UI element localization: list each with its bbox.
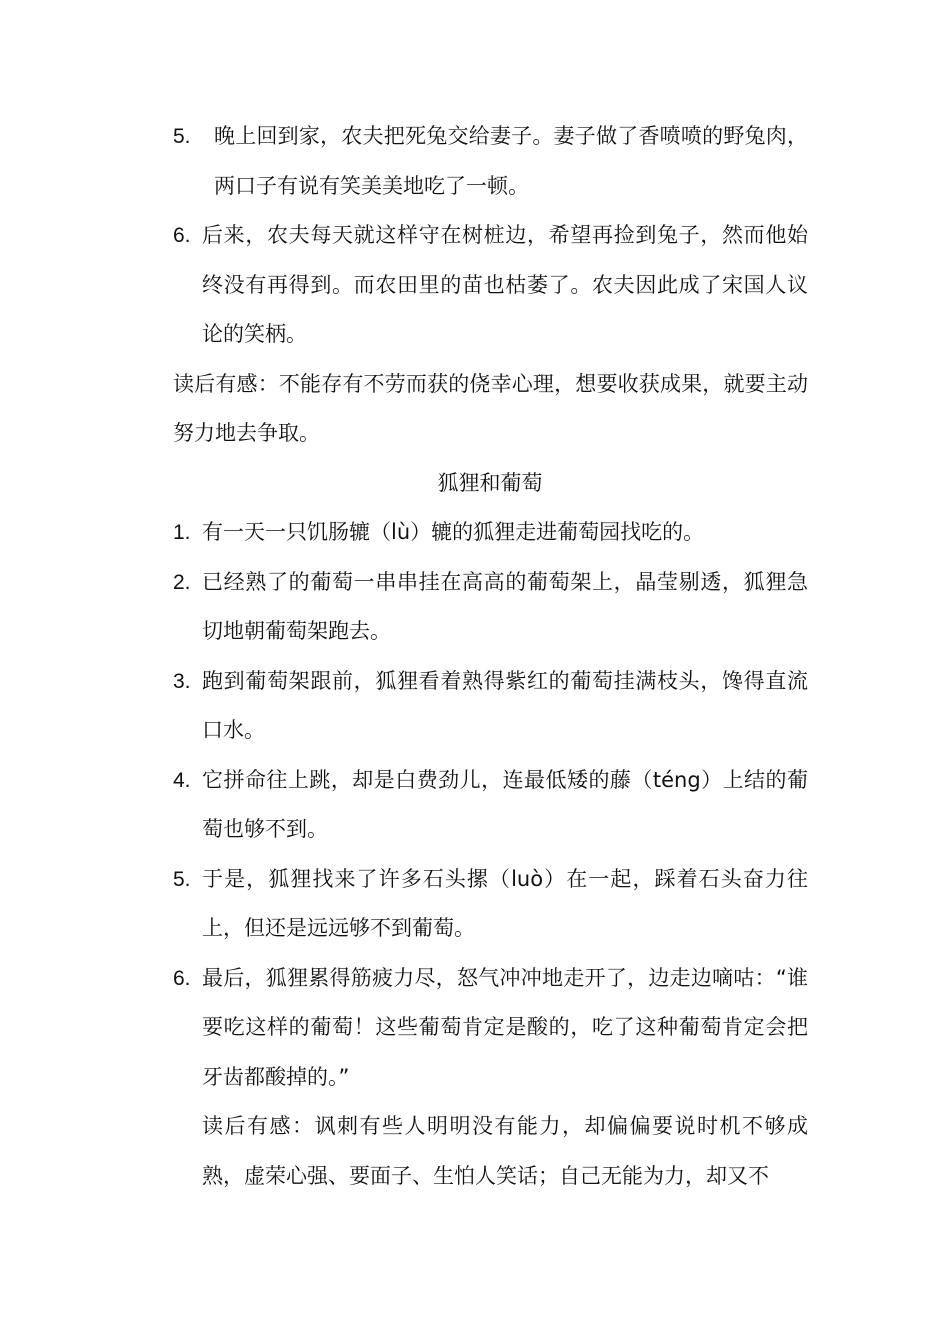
list-item-text: 已经熟了的葡萄一串串挂在高高的葡萄架上，晶莹剔透，狐狸急切地朝葡萄架跑去。 <box>202 569 808 643</box>
list-item <box>0 855 808 954</box>
list-item <box>0 954 808 1103</box>
list-item <box>0 558 808 657</box>
list-item-text: 后来，农夫每天就这样守在树桩边，希望再捡到兔子，然而他始终没有再得到。而农田里的苗也枯萎了。农夫因此成了宋国人议论的笑柄。 <box>202 223 808 346</box>
list-number: 5. <box>173 125 191 148</box>
list-item-text: 有一天一只饥肠辘（lù）辘的狐狸走进葡萄园找吃的。 <box>202 520 705 544</box>
list-number: 4. <box>173 768 191 792</box>
list-item-text: 它拼命往上跳，却是白费劲儿，连最低矮的藤（téng）上结的葡萄也够不到。 <box>202 767 808 841</box>
list-item <box>0 112 808 211</box>
list-item <box>0 657 808 756</box>
list-item-text: 跑到葡萄架跟前，狐狸看着熟得紫红的葡萄挂满枝头，馋得直流口水。 <box>202 668 808 742</box>
list-item-text: 于是，狐狸找来了许多石头摞（luò）在一起，踩着石头奋力往上，但还是远远够不到葡萄。 <box>202 866 808 940</box>
list-number: 2. <box>173 570 191 594</box>
list-item-text: 最后，狐狸累得筋疲力尽，怒气冲冲地走开了，边走边嘀咕：“谁要吃这样的葡萄！这些葡萄肯定是酸的，吃了这种葡萄肯定会把牙齿都酸掉的。” <box>202 965 808 1089</box>
list-number: 6. <box>173 224 191 247</box>
story-title: 狐狸和葡萄 <box>437 470 543 495</box>
list-number: 6. <box>173 966 191 990</box>
document-page <box>0 112 950 1201</box>
list-item <box>0 211 808 360</box>
reflection-paragraph: 读后有感：讽刺有些人明明没有能力，却偏偏要说时机不够成熟，虚荣心强、要面子、生怕人笑话；自己无能为力，却又不 <box>202 1114 808 1188</box>
list-number: 1. <box>173 521 191 544</box>
list-item-text: 晚上回到家，农夫把死兔交给妻子。妻子做了香喷喷的野兔肉，两口子有说有笑美美地吃了一顿。 <box>214 124 808 198</box>
list-item <box>0 756 808 855</box>
list-item <box>0 508 808 558</box>
reflection-paragraph: 读后有感：不能存有不劳而获的侥幸心理，想要收获成果，就要主动努力地去争取。 <box>173 371 808 445</box>
list-number: 3. <box>173 669 191 693</box>
list-number: 5. <box>173 867 191 891</box>
